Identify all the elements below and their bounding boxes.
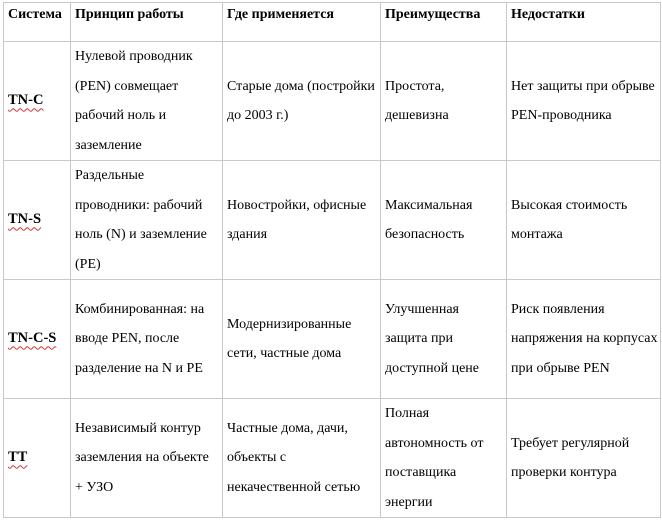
- cell-system: [4, 399, 71, 518]
- cell-advantages: Максимальная безопасность: [381, 161, 507, 280]
- header-disadvantages: Недостатки: [507, 3, 661, 42]
- header-row: [4, 3, 661, 42]
- cell-usage: Модернизированные сети, частные дома: [223, 280, 381, 399]
- cell-principle: Раздельные проводники: рабочий ноль (N) и заземление (PE): [71, 161, 223, 280]
- system-name: TN-S: [8, 211, 42, 228]
- cell-usage: Частные дома, дачи, объекты с некачественной сетью: [223, 399, 381, 518]
- header-system: Система: [4, 3, 71, 42]
- table-row: [4, 42, 661, 161]
- cell-disadvantages: Высокая стоимость монтажа: [507, 161, 661, 280]
- cell-system: [4, 280, 71, 399]
- cell-advantages: Полная автономность от поставщика энергии: [381, 399, 507, 518]
- table-row: [4, 280, 661, 399]
- cell-disadvantages: Требует регулярной проверки контура: [507, 399, 661, 518]
- cell-disadvantages: Нет защиты при обрыве PEN-проводника: [507, 42, 661, 161]
- cell-principle: Нулевой проводник (PEN) совмещает рабочий ноль и заземление: [71, 42, 223, 161]
- system-name: TT: [8, 449, 28, 466]
- cell-disadvantages: Риск появления напряжения на корпусах при обрыве PEN: [507, 280, 661, 399]
- header-usage: Где применяется: [223, 3, 381, 42]
- grounding-systems-table: [3, 2, 661, 518]
- cell-system: [4, 161, 71, 280]
- cell-advantages: Простота, дешевизна: [381, 42, 507, 161]
- cell-usage: Старые дома (постройки до 2003 г.): [223, 42, 381, 161]
- cell-usage: Новостройки, офисные здания: [223, 161, 381, 280]
- header-principle: Принцип работы: [71, 3, 223, 42]
- cell-system: [4, 42, 71, 161]
- cell-principle: Комбинированная: на вводе PEN, после разделение на N и PE: [71, 280, 223, 399]
- table-row: [4, 161, 661, 280]
- system-name: TN-C-S: [8, 330, 57, 347]
- cell-principle: Независимый контур заземления на объекте + УЗО: [71, 399, 223, 518]
- header-advantages: Преимущества: [381, 3, 507, 42]
- table-row: [4, 399, 661, 518]
- cell-advantages: Улучшенная защита при доступной цене: [381, 280, 507, 399]
- system-name: TN-C: [8, 92, 44, 109]
